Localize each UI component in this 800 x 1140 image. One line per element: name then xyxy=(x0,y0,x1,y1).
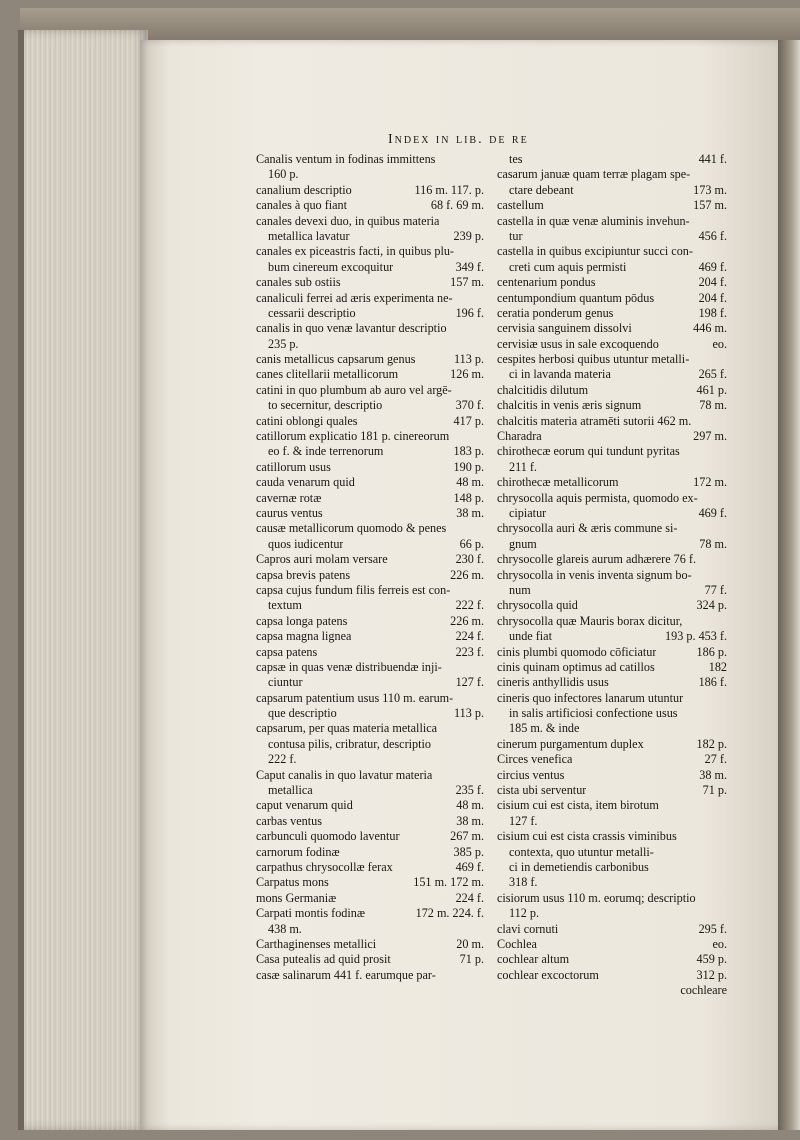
index-entry xyxy=(256,337,484,352)
index-entry-reference: 190 p. xyxy=(453,459,484,474)
index-entry-text: catini oblongi quales xyxy=(256,413,358,428)
index-entry-reference: 265 f. xyxy=(698,367,727,382)
index-entry-reference: 204 f. xyxy=(698,275,727,290)
index-entry-text: Carpati montis fodinæ xyxy=(256,906,366,921)
index-entry xyxy=(497,875,727,890)
index-entry-reference: 456 f. xyxy=(698,228,727,243)
index-entry xyxy=(256,645,484,660)
index-entry-text: caput venarum quid xyxy=(256,798,353,813)
index-entry xyxy=(497,598,727,613)
index-entry-text: textum xyxy=(268,598,302,613)
index-entry xyxy=(497,629,727,644)
index-entry-text: chrysocolle glareis aurum adhærere 76 f. xyxy=(497,552,696,567)
index-entry-text: mons Germaniæ xyxy=(256,890,337,905)
index-entry-reference: 182 p. xyxy=(696,736,727,751)
index-entry xyxy=(497,460,727,475)
index-entry xyxy=(497,860,727,875)
index-entry-text: Canalis ventum in fodinas immittens xyxy=(256,152,436,166)
index-entry-reference: 182 xyxy=(708,659,727,674)
index-entry-reference: 198 f. xyxy=(698,305,727,320)
index-entry xyxy=(256,968,484,983)
index-entry-text: cauda venarum quid xyxy=(256,475,355,490)
index-entry xyxy=(497,706,727,721)
index-entry-text: capsæ in quas venæ distribuendæ inji- xyxy=(256,659,442,674)
index-entry-reference: 222 f. xyxy=(455,598,484,613)
index-entry-reference: 193 p. 453 f. xyxy=(665,629,727,644)
index-entry-text: carbunculi quomodo laventur xyxy=(256,829,400,844)
index-entry-text: chirothecæ eorum qui tundunt pyritas xyxy=(497,444,680,459)
index-entry xyxy=(497,660,727,675)
index-entry-text: centumpondium quantum pōdus xyxy=(497,290,655,305)
index-entry-text: ciuntur xyxy=(268,675,303,690)
index-entry xyxy=(256,260,484,275)
index-entry xyxy=(497,568,727,583)
index-entry-reference: 151 m. 172 m. xyxy=(413,875,484,890)
index-entry-text: cisiorum usus 110 m. eorumq; descriptio xyxy=(497,890,696,905)
index-entry-reference: 148 p. xyxy=(453,490,484,505)
index-entry-text: canales devexi duo, in quibus materia xyxy=(256,213,440,228)
index-entry-text: capsarum, per quas materia metallica xyxy=(256,721,438,736)
index-entry xyxy=(497,429,727,444)
index-entry-text: chrysocolla auri & æris commune si- xyxy=(497,521,678,536)
index-entry-text: cinerum purgamentum duplex xyxy=(497,736,644,751)
index-entry-reference: 38 m. xyxy=(456,813,484,828)
index-entry xyxy=(256,306,484,321)
index-entry-reference: 235 f. xyxy=(455,783,484,798)
index-entry-text: in salis artificiosi confectione usus xyxy=(509,706,678,721)
index-entry xyxy=(256,537,484,552)
index-entry xyxy=(256,906,484,921)
index-entry xyxy=(256,214,484,229)
index-entry xyxy=(256,598,484,613)
index-entry-text: que descriptio xyxy=(268,706,337,721)
index-entry-reference: 224 f. xyxy=(455,890,484,905)
index-entry-text: canes clitellarii metallicorum xyxy=(256,367,399,382)
index-entry xyxy=(497,214,727,229)
index-entry xyxy=(497,383,727,398)
index-entry-text: cineris anthyllidis usus xyxy=(497,675,609,690)
index-entry-text: cinis quinam optimus ad catillos xyxy=(497,659,655,674)
index-entry-text: capsa magna lignea xyxy=(256,629,352,644)
index-entry-reference: eo. xyxy=(712,936,727,951)
index-entry xyxy=(256,629,484,644)
index-entry-reference: 172 m. xyxy=(693,475,727,490)
index-entry xyxy=(256,829,484,844)
index-entry-text: canales ex piceastris facti, in quibus plu- xyxy=(256,244,454,259)
index-entry xyxy=(256,275,484,290)
index-entry xyxy=(497,506,727,521)
index-entry-reference: 48 m. xyxy=(456,475,484,490)
index-entry xyxy=(497,922,727,937)
index-entry xyxy=(256,460,484,475)
index-entry-text: creti cum aquis permisti xyxy=(509,259,627,274)
index-entry xyxy=(256,875,484,890)
index-entry xyxy=(497,691,727,706)
index-entry-text: 222 f. xyxy=(268,752,297,767)
index-entry-text: capsa brevis patens xyxy=(256,567,351,582)
index-entry-text: cochlear excoctorum xyxy=(497,967,599,982)
index-entry-text: Charadra xyxy=(497,429,542,444)
index-entry-text: metallica xyxy=(268,783,313,798)
index-entry xyxy=(497,306,727,321)
index-entry-reference: 172 m. 224. f. xyxy=(415,906,484,921)
index-entry xyxy=(497,475,727,490)
index-entry-text: Caput canalis in quo lavatur materia xyxy=(256,767,433,782)
index-entry-text: cipiatur xyxy=(509,505,547,520)
index-entry-reference: 224 f. xyxy=(455,629,484,644)
index-entry xyxy=(256,244,484,259)
index-entry-text: ceratia ponderum genus xyxy=(497,305,614,320)
index-entry-text: casarum januæ quam terræ plagam spe- xyxy=(497,167,691,182)
index-entry xyxy=(497,291,727,306)
index-entry-reference: 78 m. xyxy=(699,398,727,413)
index-entry-text: ctare debeant xyxy=(509,182,574,197)
index-entry-text: metallica lavatur xyxy=(268,228,350,243)
index-entry-reference: 157 m. xyxy=(450,275,484,290)
index-entry-reference: 116 m. 117. p. xyxy=(414,182,484,197)
index-entry-reference: 186 p. xyxy=(696,644,727,659)
index-entry-text: canis metallicus capsarum genus xyxy=(256,352,416,367)
index-entry xyxy=(497,552,727,567)
index-entry-reference: 239 p. xyxy=(453,228,484,243)
index-entry-text: castella in quæ venæ aluminis invehun- xyxy=(497,213,690,228)
index-entry-text: carpathus chrysocollæ ferax xyxy=(256,859,393,874)
index-entry xyxy=(256,491,484,506)
index-entry xyxy=(497,968,727,983)
index-entry-text: ci in demetiendis carbonibus xyxy=(509,859,649,874)
index-entry xyxy=(256,860,484,875)
index-entry-text: capsa patens xyxy=(256,644,318,659)
index-entry xyxy=(256,583,484,598)
index-entry-reference: 295 f. xyxy=(698,921,727,936)
index-entry xyxy=(497,798,727,813)
index-entry-reference: 186 f. xyxy=(698,675,727,690)
index-entry-reference: 417 p. xyxy=(453,413,484,428)
index-entry xyxy=(256,614,484,629)
index-entry-text: castella in quibus excipiuntur succi con- xyxy=(497,244,693,259)
index-entry xyxy=(256,429,484,444)
index-entry-text: Cochlea xyxy=(497,936,537,951)
index-entry-reference: 226 m. xyxy=(450,613,484,628)
index-entry-text: tur xyxy=(509,228,523,243)
index-entry-reference: 183 p. xyxy=(453,444,484,459)
index-entry-reference: 461 p. xyxy=(696,382,727,397)
index-entry-reference: 20 m. xyxy=(456,936,484,951)
index-entry-text: 211 f. xyxy=(509,459,537,474)
index-entry-text: to secernitur, descriptio xyxy=(268,398,383,413)
index-entry xyxy=(256,798,484,813)
index-entry xyxy=(256,937,484,952)
index-entry xyxy=(497,537,727,552)
index-entry-text: quos iudicentur xyxy=(268,536,344,551)
index-entry-reference: 157 m. xyxy=(693,198,727,213)
index-entry xyxy=(497,937,727,952)
index-entry-text: chalcitis in venis æris signum xyxy=(497,398,642,413)
index-entry-text: 127 f. xyxy=(509,813,538,828)
index-entry-reference: 226 m. xyxy=(450,567,484,582)
index-entry-text: bum cinereum excoquitur xyxy=(268,259,394,274)
index-entry-text: chrysocolla quæ Mauris borax dicitur, xyxy=(497,613,683,628)
index-entry-text: Circes venefica xyxy=(497,752,573,767)
index-entry xyxy=(497,845,727,860)
index-entry-text: catillorum explicatio 181 p. cinereorum xyxy=(256,429,450,444)
index-entry xyxy=(256,291,484,306)
index-column-right xyxy=(497,152,727,998)
index-entry-text: chrysocolla quid xyxy=(497,598,578,613)
index-entry-text: 160 p. xyxy=(268,167,299,182)
index-entry-text: Casa putealis ad quid prosit xyxy=(256,952,391,967)
index-entry xyxy=(256,198,484,213)
index-entry xyxy=(256,922,484,937)
index-entry-text: catillorum usus xyxy=(256,459,331,474)
index-entry xyxy=(256,521,484,536)
index-entry-reference: 230 f. xyxy=(455,552,484,567)
index-entry-reference: 312 p. xyxy=(696,967,727,982)
index-entry-reference: cochleare xyxy=(680,983,727,998)
index-entry xyxy=(497,444,727,459)
index-entry xyxy=(256,845,484,860)
index-entry xyxy=(497,198,727,213)
index-entry-text: capsa longa patens xyxy=(256,613,348,628)
index-entry-text: centenarium pondus xyxy=(497,275,596,290)
index-entry-reference: 66 p. xyxy=(459,536,484,551)
index-entry xyxy=(497,645,727,660)
index-entry-text: cinis plumbi quomodo cōficiatur xyxy=(497,644,657,659)
index-entry-reference: 48 m. xyxy=(456,798,484,813)
index-entry xyxy=(256,414,484,429)
index-entry xyxy=(256,475,484,490)
index-entry-text: Capros auri molam versare xyxy=(256,552,388,567)
book-page-edges xyxy=(18,30,148,1130)
index-entry-reference: 223 f. xyxy=(455,644,484,659)
index-entry-reference: 349 f. xyxy=(455,259,484,274)
index-entry-text: canales à quo fiant xyxy=(256,198,348,213)
index-entry xyxy=(497,891,727,906)
index-entry xyxy=(497,752,727,767)
index-entry xyxy=(497,768,727,783)
index-entry-text: caurus ventus xyxy=(256,505,323,520)
index-entry xyxy=(256,506,484,521)
index-entry xyxy=(256,891,484,906)
index-entry xyxy=(497,721,727,736)
index-entry-reference: 196 f. xyxy=(455,305,484,320)
index-entry-reference: 71 p. xyxy=(459,952,484,967)
index-entry-text: clavi cornuti xyxy=(497,921,559,936)
index-entry-text: cisium cui est cista, item birotum xyxy=(497,798,659,813)
index-entry xyxy=(497,167,727,182)
index-entry xyxy=(256,183,484,198)
index-entry-text: Carpatus mons xyxy=(256,875,329,890)
index-entry-text: capsa cujus fundum filis ferreis est con- xyxy=(256,582,451,597)
index-entry-text: tes xyxy=(509,152,523,166)
index-entry xyxy=(256,721,484,736)
index-entry-text: castellum xyxy=(497,198,544,213)
index-entry xyxy=(497,414,727,429)
index-entry-text: cisium cui est cista crassis viminibus xyxy=(497,829,677,844)
index-entry xyxy=(497,398,727,413)
index-entry-text: carbas ventus xyxy=(256,813,322,828)
index-entry-reference: 68 f. 69 m. xyxy=(430,198,484,213)
index-entry-reference: 173 m. xyxy=(693,182,727,197)
index-entry-text: contusa pilis, cribratur, descriptio xyxy=(268,736,431,751)
index-entry-reference: 385 p. xyxy=(453,844,484,859)
index-entry-reference: 77 f. xyxy=(704,582,727,597)
index-entry-text: gnum xyxy=(509,536,537,551)
index-entry-text: casæ salinarum 441 f. earumque par- xyxy=(256,967,436,982)
index-entry-text: chalcitidis dilutum xyxy=(497,382,589,397)
index-entry xyxy=(256,444,484,459)
index-entry xyxy=(256,752,484,767)
index-entry-text: chirothecæ metallicorum xyxy=(497,475,619,490)
index-entry xyxy=(256,737,484,752)
index-entry-text: canaliculi ferrei ad æris experimenta ne- xyxy=(256,290,453,305)
index-entry xyxy=(256,321,484,336)
index-entry-text: 235 p. xyxy=(268,336,299,351)
index-entry xyxy=(497,675,727,690)
index-entry-text: catini in quo plumbum ab auro vel argē- xyxy=(256,382,452,397)
index-entry-reference: 469 f. xyxy=(698,259,727,274)
index-entry-reference: 324 p. xyxy=(696,598,727,613)
index-entry-reference: 78 m. xyxy=(699,536,727,551)
index-entry xyxy=(497,244,727,259)
index-entry-text: chalcitis materia atramēti sutorii 462 m. xyxy=(497,413,692,428)
index-entry xyxy=(497,614,727,629)
index-entry xyxy=(497,521,727,536)
index-entry xyxy=(256,167,484,182)
index-entry-text: contexta, quo utuntur metalli- xyxy=(509,844,654,859)
index-entry xyxy=(256,706,484,721)
index-entry xyxy=(497,183,727,198)
index-entry-reference: 127 f. xyxy=(455,675,484,690)
index-entry xyxy=(497,952,727,967)
index-entry-reference: 459 p. xyxy=(696,952,727,967)
index-entry-text: cavernæ rotæ xyxy=(256,490,322,505)
index-entry-text: 318 f. xyxy=(509,875,538,890)
index-entry-reference: 469 f. xyxy=(455,859,484,874)
index-entry xyxy=(497,906,727,921)
index-entry xyxy=(497,983,727,998)
index-entry-text: Carthaginenses metallici xyxy=(256,936,377,951)
index-entry xyxy=(497,583,727,598)
index-entry-text: 112 p. xyxy=(509,906,540,921)
index-entry xyxy=(256,783,484,798)
index-entry xyxy=(256,352,484,367)
index-entry-text: chrysocolla aquis permista, quomodo ex- xyxy=(497,490,698,505)
index-entry xyxy=(256,229,484,244)
index-entry-reference: 38 m. xyxy=(456,505,484,520)
index-entry xyxy=(256,768,484,783)
index-entry-text: cineris quo infectores lanarum utuntur xyxy=(497,690,684,705)
index-entry-reference: 204 f. xyxy=(698,290,727,305)
index-entry-reference: 113 p. xyxy=(453,352,484,367)
index-entry xyxy=(497,737,727,752)
index-entry xyxy=(256,691,484,706)
index-entry-text: carnorum fodinæ xyxy=(256,844,340,859)
index-entry-reference: eo. xyxy=(712,336,727,351)
index-entry xyxy=(497,367,727,382)
index-entry xyxy=(497,321,727,336)
index-entry-text: causæ metallicorum quomodo & penes xyxy=(256,521,447,536)
index-entry xyxy=(497,229,727,244)
index-entry-text: circius ventus xyxy=(497,767,565,782)
index-entry xyxy=(256,383,484,398)
index-entry xyxy=(497,260,727,275)
index-entry-text: chrysocolla in venis inventa signum bo- xyxy=(497,567,692,582)
index-entry-reference: 297 m. xyxy=(693,429,727,444)
index-entry xyxy=(497,275,727,290)
index-entry-reference: 469 f. xyxy=(698,505,727,520)
index-entry xyxy=(497,491,727,506)
index-entry-reference: 267 m. xyxy=(450,829,484,844)
index-entry xyxy=(497,829,727,844)
facing-page-edge xyxy=(778,40,800,1130)
index-entry xyxy=(256,675,484,690)
index-entry xyxy=(497,814,727,829)
index-entry-reference: 446 m. xyxy=(693,321,727,336)
index-entry-text: cespites herbosi quibus utuntur metalli- xyxy=(497,352,690,367)
index-entry xyxy=(256,367,484,382)
index-entry xyxy=(256,568,484,583)
index-entry-text: canales sub ostiis xyxy=(256,275,341,290)
index-entry-text: capsarum patentium usus 110 m. earum- xyxy=(256,690,454,705)
index-entry xyxy=(256,660,484,675)
index-entry-text: cervisiæ usus in sale excoquendo xyxy=(497,336,659,351)
index-entry xyxy=(497,337,727,352)
index-entry-text: cessarii descriptio xyxy=(268,305,356,320)
index-entry xyxy=(256,952,484,967)
index-entry-text: canalium descriptio xyxy=(256,182,352,197)
index-entry xyxy=(256,398,484,413)
index-entry xyxy=(497,152,727,167)
index-entry-text: cervisia sanguinem dissolvi xyxy=(497,321,632,336)
index-entry-text: 185 m. & inde xyxy=(509,721,580,736)
index-entry-text: num xyxy=(509,582,531,597)
index-entry-text: canalis in quo venæ lavantur descriptio xyxy=(256,321,447,336)
index-entry xyxy=(256,552,484,567)
index-entry-text: unde fiat xyxy=(509,629,552,644)
index-entry-reference: 370 f. xyxy=(455,398,484,413)
index-entry-text: cochlear altum xyxy=(497,952,570,967)
index-entry-text: ci in lavanda materia xyxy=(509,367,611,382)
index-entry-reference: 27 f. xyxy=(704,752,727,767)
index-entry-reference: 71 p. xyxy=(702,783,727,798)
index-entry-text: 438 m. xyxy=(268,921,302,936)
index-entry-text: eo f. & inde terrenorum xyxy=(268,444,384,459)
index-entry-text: cista ubi serventur xyxy=(497,783,587,798)
index-entry xyxy=(256,152,484,167)
index-column-left xyxy=(256,152,484,983)
index-entry xyxy=(497,352,727,367)
running-header: Index in lib. de re xyxy=(388,132,529,147)
index-entry-reference: 126 m. xyxy=(450,367,484,382)
index-entry-reference: 113 p. xyxy=(453,706,484,721)
index-entry xyxy=(497,783,727,798)
index-entry-reference: 38 m. xyxy=(699,767,727,782)
index-entry xyxy=(256,814,484,829)
index-entry-reference: 441 f. xyxy=(698,152,727,166)
